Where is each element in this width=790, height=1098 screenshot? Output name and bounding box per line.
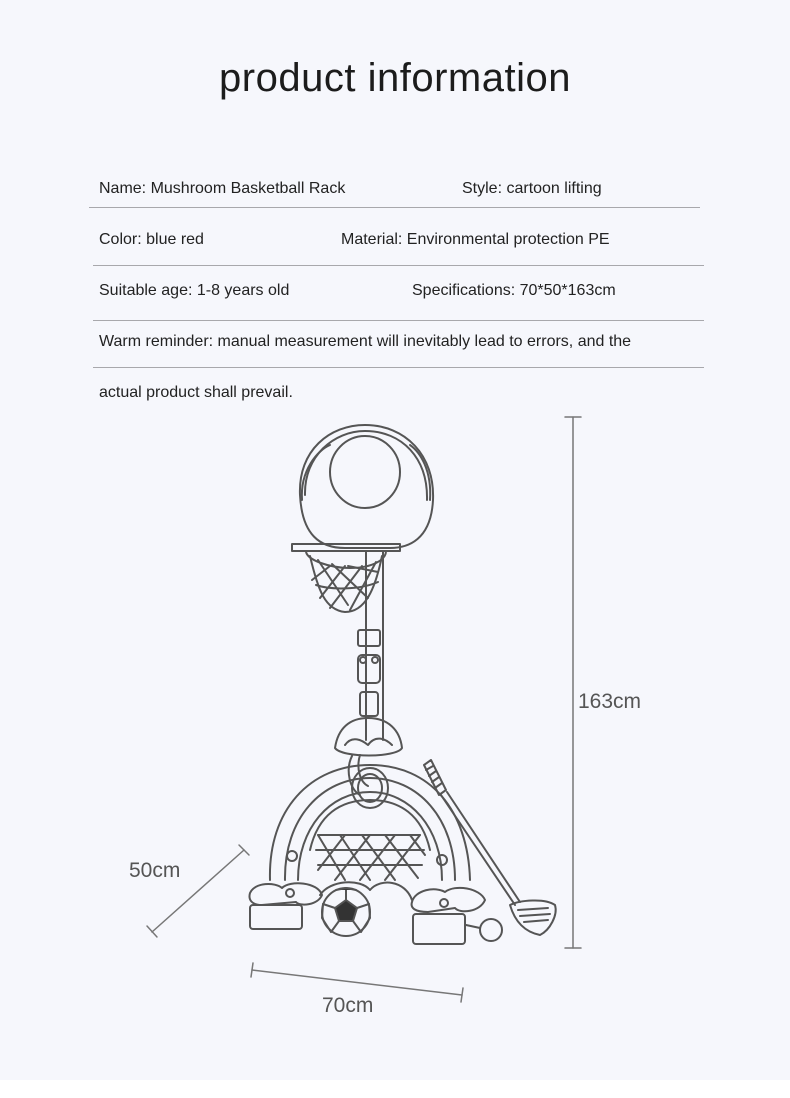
depth-dimension-label: 50cm [129, 859, 181, 882]
small-mushroom-hook [335, 718, 402, 808]
product-specifications: Specifications: 70*50*163cm [412, 282, 616, 299]
width-dimension-label: 70cm [322, 994, 374, 1017]
page-title: product information [219, 56, 571, 100]
product-material: Material: Environmental protection PE [341, 231, 610, 248]
pole [358, 551, 383, 740]
soccer-ball [322, 888, 370, 936]
depth-dimension-line [147, 845, 249, 937]
product-name: Name: Mushroom Basketball Rack [99, 180, 346, 197]
bottom-strip [0, 1080, 790, 1098]
product-style: Style: cartoon lifting [462, 180, 602, 197]
height-dimension-label: 163cm [578, 690, 642, 713]
height-dimension-line [565, 417, 581, 948]
product-age: Suitable age: 1-8 years old [99, 282, 290, 299]
width-dimension-line [251, 963, 463, 1002]
warm-reminder-line1: Warm reminder: manual measurement will inevitably lead to errors, and the [99, 333, 632, 350]
warm-reminder-line2: actual product shall prevail. [99, 384, 293, 401]
arch-base [250, 765, 486, 944]
mushroom-head [300, 425, 433, 548]
product-color: Color: blue red [99, 231, 204, 248]
